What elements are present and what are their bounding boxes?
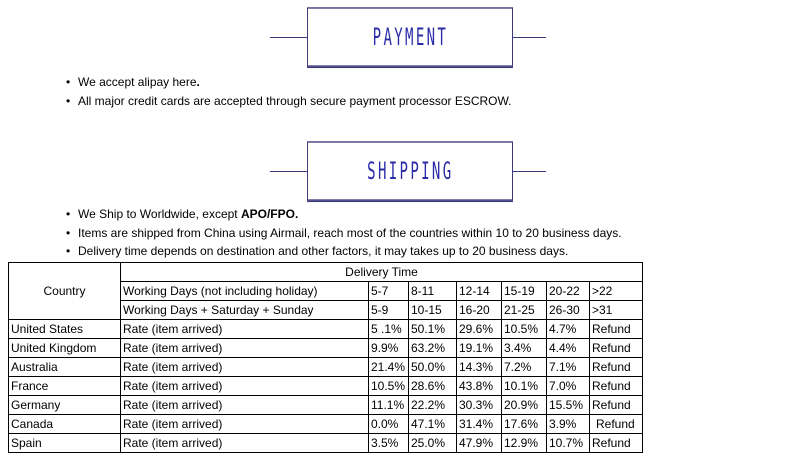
- table-cell: 3.5%: [369, 434, 409, 453]
- list-item: • We Ship to Worldwide, except APO/FPO.: [62, 205, 622, 224]
- table-cell: 15-19: [502, 282, 547, 301]
- table-cell: 30.3%: [457, 396, 502, 415]
- country-cell: Australia: [9, 358, 121, 377]
- table-cell: 15.5%: [547, 396, 590, 415]
- table-cell: 10.1%: [502, 377, 547, 396]
- rate-label-cell: Rate (item arrived): [121, 377, 369, 396]
- table-cell: Refund: [590, 377, 643, 396]
- table-cell: 10.5%: [369, 377, 409, 396]
- table-cell: 0.0%: [369, 415, 409, 434]
- table-cell: 47.1%: [409, 415, 457, 434]
- table-cell: 12.9%: [502, 434, 547, 453]
- table-cell: 29.6%: [457, 320, 502, 339]
- working-days-label: Working Days (not including holiday): [121, 282, 369, 301]
- table-cell: 11.1%: [369, 396, 409, 415]
- country-cell: Canada: [9, 415, 121, 434]
- rate-label-cell: Rate (item arrived): [121, 434, 369, 453]
- shipping-list: [62, 205, 622, 261]
- table-cell: 19.1%: [457, 339, 502, 358]
- table-row: [9, 377, 643, 396]
- rate-label-cell: Rate (item arrived): [121, 358, 369, 377]
- table-cell: 20.9%: [502, 396, 547, 415]
- calendar-days-label: Working Days + Saturday + Sunday: [121, 301, 369, 320]
- table-cell: 20-22: [547, 282, 590, 301]
- table-row: [9, 320, 643, 339]
- table-cell: 43.8%: [457, 377, 502, 396]
- payment-heading: PAYMENT: [307, 7, 513, 66]
- table-cell: 16-20: [457, 301, 502, 320]
- table-cell: 5-7: [369, 282, 409, 301]
- table-cell: 10.5%: [502, 320, 547, 339]
- table-cell: 3.9%: [547, 415, 590, 434]
- table-row: [9, 434, 643, 453]
- table-cell: 8-11: [409, 282, 457, 301]
- table-cell: 28.6%: [409, 377, 457, 396]
- table-cell: Refund: [590, 339, 643, 358]
- country-header: Country: [9, 263, 121, 320]
- country-cell: United Kingdom: [9, 339, 121, 358]
- table-cell: 47.9%: [457, 434, 502, 453]
- table-cell: 21-25: [502, 301, 547, 320]
- table-row: [9, 339, 643, 358]
- list-item: • Items are shipped from China using Airmail, reach most of the countries within 10 to 20 business days.: [62, 224, 622, 243]
- country-cell: United States: [9, 320, 121, 339]
- shipping-banner: [270, 149, 546, 193]
- table-row: [9, 358, 643, 377]
- payment-banner: [270, 15, 546, 59]
- table-cell: 22.2%: [409, 396, 457, 415]
- list-item: • Delivery time depends on destination and other factors, it may takes up to 20 business days.: [62, 242, 622, 261]
- list-item: • All major credit cards are accepted through secure payment processor ESCROW.: [62, 92, 512, 111]
- delivery-time-header: Delivery Time: [121, 263, 643, 282]
- table-cell: Refund: [590, 415, 643, 434]
- table-cell: Refund: [590, 358, 643, 377]
- table-cell: 10-15: [409, 301, 457, 320]
- list-item: • We accept alipay here.: [62, 73, 512, 92]
- country-cell: Germany: [9, 396, 121, 415]
- table-cell: 63.2%: [409, 339, 457, 358]
- shipping-heading: SHIPPING: [307, 141, 513, 200]
- table-cell: 5-9: [369, 301, 409, 320]
- rate-label-cell: Rate (item arrived): [121, 320, 369, 339]
- table-cell: 17.6%: [502, 415, 547, 434]
- table-cell: 4.4%: [547, 339, 590, 358]
- table-cell: 9.9%: [369, 339, 409, 358]
- table-cell: 7.1%: [547, 358, 590, 377]
- table-cell: Refund: [590, 434, 643, 453]
- table-cell: 10.7%: [547, 434, 590, 453]
- table-cell: 12-14: [457, 282, 502, 301]
- table-cell: 50.0%: [409, 358, 457, 377]
- table-cell: 7.0%: [547, 377, 590, 396]
- table-row: [9, 415, 643, 434]
- table-cell: 5 .1%: [369, 320, 409, 339]
- table-cell: >31: [590, 301, 643, 320]
- table-cell: 25.0%: [409, 434, 457, 453]
- table-cell: >22: [590, 282, 643, 301]
- table-cell: 26-30: [547, 301, 590, 320]
- table-cell: 31.4%: [457, 415, 502, 434]
- table-cell: 7.2%: [502, 358, 547, 377]
- country-cell: Spain: [9, 434, 121, 453]
- table-cell: Refund: [590, 396, 643, 415]
- rate-label-cell: Rate (item arrived): [121, 396, 369, 415]
- country-cell: France: [9, 377, 121, 396]
- table-cell: Refund: [590, 320, 643, 339]
- table-row: [9, 396, 643, 415]
- rate-label-cell: Rate (item arrived): [121, 339, 369, 358]
- rate-label-cell: Rate (item arrived): [121, 415, 369, 434]
- delivery-time-table: [8, 262, 643, 453]
- header-row: [9, 263, 643, 282]
- table-cell: 4.7%: [547, 320, 590, 339]
- table-cell: 50.1%: [409, 320, 457, 339]
- table-cell: 21.4%: [369, 358, 409, 377]
- table-cell: 14.3%: [457, 358, 502, 377]
- payment-list: [62, 73, 512, 110]
- table-cell: 3.4%: [502, 339, 547, 358]
